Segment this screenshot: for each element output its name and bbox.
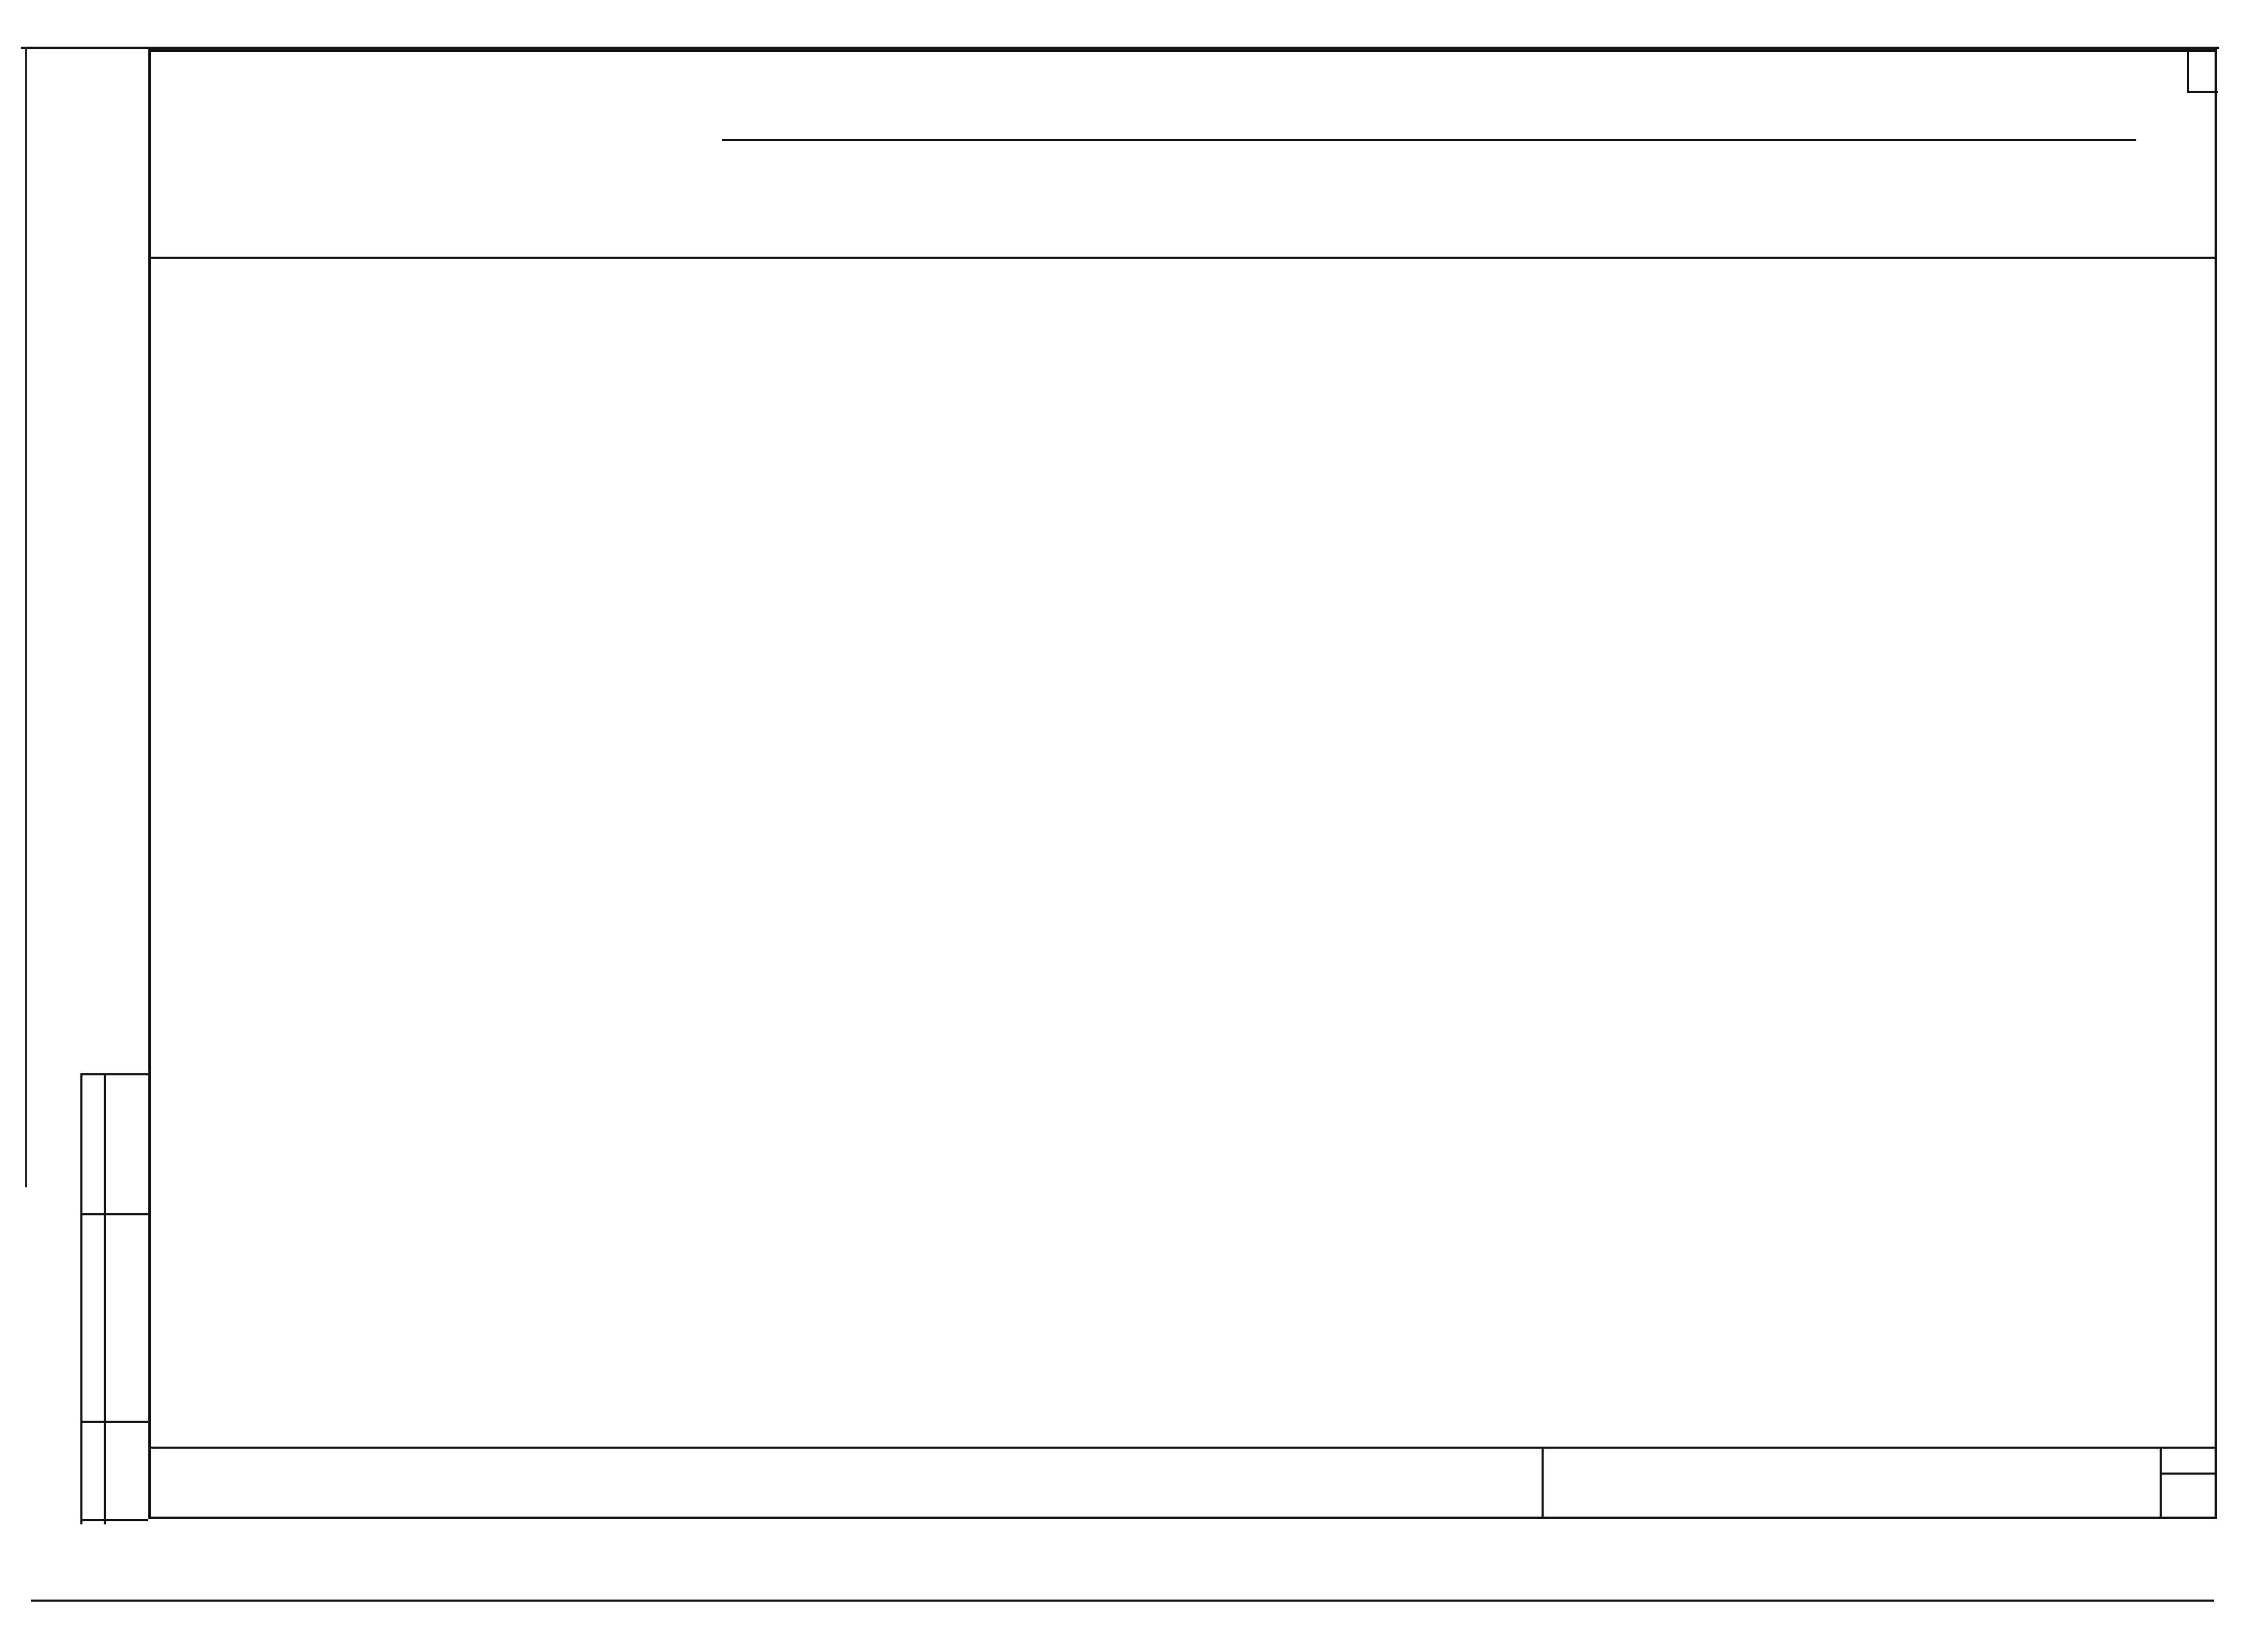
left-binding-line xyxy=(25,47,27,1187)
document-frame xyxy=(148,49,2217,1519)
sheet-number-box xyxy=(2187,49,2218,93)
bottom-border xyxy=(31,1600,2214,1602)
